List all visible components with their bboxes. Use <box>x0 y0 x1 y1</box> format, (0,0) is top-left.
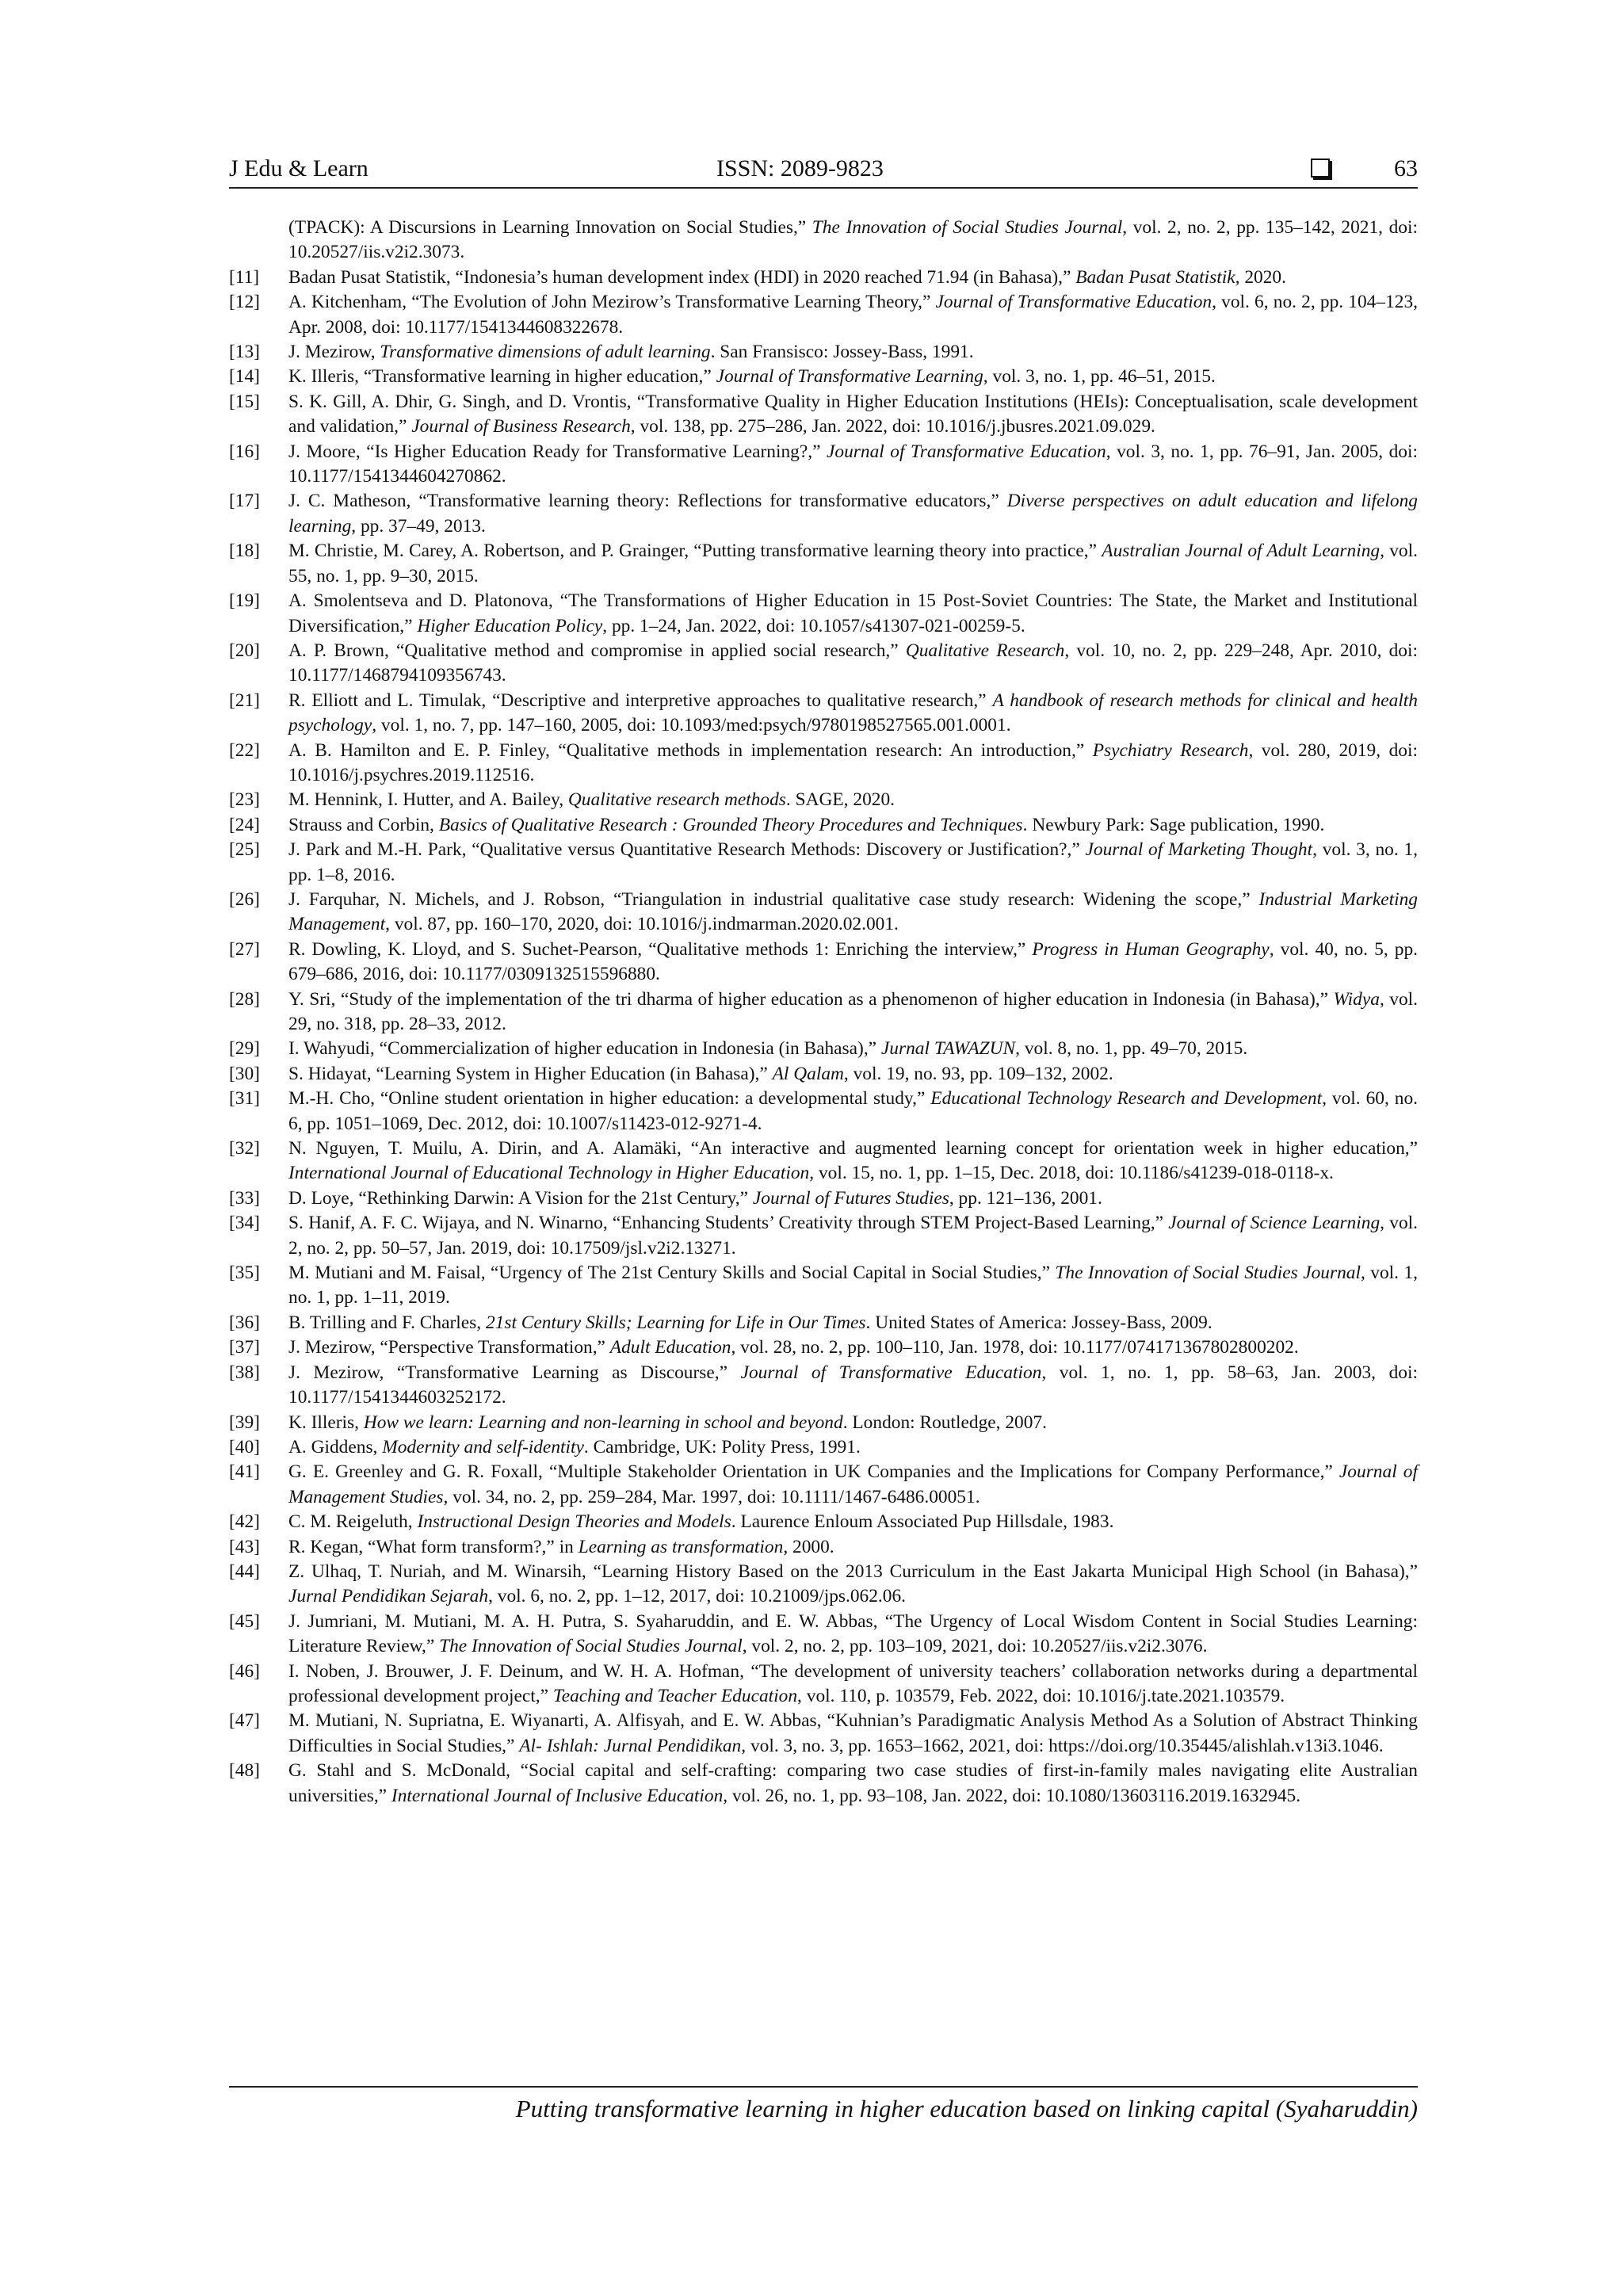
reference-number: [46] <box>229 1660 260 1682</box>
reference-source-title: The Innovation of Social Studies Journal <box>812 217 1123 238</box>
reference-item <box>229 938 1418 988</box>
reference-text <box>288 1759 1418 1809</box>
reference-source-title: The Innovation of Social Studies Journal <box>1055 1263 1361 1284</box>
reference-text <box>288 390 1418 440</box>
reference-text <box>288 266 1418 290</box>
reference-number: [35] <box>229 1263 260 1284</box>
reference-text-segment: S. Hidayat, “Learning System in Higher Education (in Bahasa),” <box>288 1063 773 1084</box>
reference-number: [19] <box>229 590 260 612</box>
reference-source-title: Al- Ishlah: Jurnal Pendidikan <box>519 1735 742 1756</box>
reference-number: [40] <box>229 1436 260 1457</box>
reference-text-segment: S. K. Gill, A. Dhir, G. Singh, and D. Vrontis, “Transformative Quality in Higher Education Institutions (HEIs): Conceptualisation, scale development and validation,” <box>288 391 1418 437</box>
reference-number: [29] <box>229 1038 260 1060</box>
reference-text-segment: , vol. 1, no. 7, pp. 147–160, 2005, doi: 10.1093/med:psych/9780198527565.001.0001. <box>372 715 1011 736</box>
reference-item <box>229 1211 1418 1261</box>
reference-text-segment: R. Kegan, “What form transform?,” in <box>288 1536 579 1557</box>
reference-text-segment: J. Mezirow, “Transformative Learning as Discourse,” <box>288 1362 741 1383</box>
reference-text-segment: Y. Sri, “Study of the implementation of the tri dharma of higher education as a phenomenon of higher education in Indonesia (in Bahasa),” <box>288 988 1334 1010</box>
reference-text-segment: . London: Routledge, 2007. <box>842 1412 1047 1433</box>
reference-text-segment: S. Hanif, A. F. C. Wijaya, and N. Winarno, “Enhancing Students’ Creativity through STEM Project-Based Learning,” <box>288 1213 1169 1234</box>
reference-source-title: Learning as transformation <box>578 1536 784 1557</box>
page-header <box>229 155 1418 189</box>
reference-text-segment: , pp. 121–136, 2001. <box>949 1187 1102 1209</box>
reference-item <box>229 266 1418 290</box>
reference-text-segment: , vol. 15, no. 1, pp. 1–15, Dec. 2018, doi: 10.1186/s41239-018-0118-x. <box>809 1163 1334 1184</box>
reference-text-segment: Z. Ulhaq, T. Nuriah, and M. Winarsih, “Learning History Based on the 2013 Curriculum in the East Jakarta Municipal High School (in Bahasa),” <box>288 1561 1418 1582</box>
reference-text-segment: , vol. 3, no. 1, pp. 76–91, Jan. 2005, doi: 10.1177/1541344604270862. <box>288 441 1418 487</box>
reference-item <box>229 1186 1418 1211</box>
reference-source-title: Jurnal TAWAZUN <box>880 1038 1016 1060</box>
reference-source-title: 21st Century Skills; Learning for Life in Our Times <box>485 1312 866 1333</box>
reference-text-segment: , vol. 2, no. 2, pp. 135–142, 2021, doi: 10.20527/iis.v2i2.3073. <box>288 217 1418 263</box>
reference-text <box>288 1311 1418 1335</box>
reference-text <box>288 838 1418 888</box>
reference-text-segment: J. Farquhar, N. Michels, and J. Robson, “Triangulation in industrial qualitative case study research: Widening the scope,” <box>288 888 1259 910</box>
reference-text <box>288 1261 1418 1311</box>
reference-text <box>288 290 1418 340</box>
reference-text <box>288 813 1418 838</box>
reference-item <box>229 788 1418 812</box>
reference-number: [33] <box>229 1187 260 1209</box>
reference-number: [31] <box>229 1088 260 1110</box>
issn: ISSN: 2089-9823 <box>716 155 884 181</box>
reference-text-segment: N. Nguyen, T. Muilu, A. Dirin, and A. Alamäki, “An interactive and augmented learning concept for orientation week in higher education,” <box>288 1138 1418 1159</box>
reference-text <box>288 1435 1418 1460</box>
reference-continuation <box>229 216 1418 266</box>
reference-item <box>229 1361 1418 1411</box>
reference-text-segment: A. B. Hamilton and E. P. Finley, “Qualitative methods in implementation research: An introduction,” <box>288 739 1093 761</box>
reference-text <box>288 1037 1418 1061</box>
reference-source-title: Journal of Management Studies <box>288 1461 1418 1507</box>
reference-item <box>229 489 1418 539</box>
reference-item <box>229 390 1418 440</box>
reference-number: [45] <box>229 1610 260 1632</box>
reference-item <box>229 739 1418 789</box>
reference-text <box>288 1510 1418 1534</box>
reference-text <box>288 440 1418 490</box>
reference-source-title: Journal of Transformative Education <box>827 441 1106 462</box>
reference-number: [28] <box>229 988 260 1010</box>
reference-text-segment: B. Trilling and F. Charles, <box>288 1312 486 1333</box>
reference-source-title: Progress in Human Geography <box>1032 938 1270 960</box>
reference-text-segment: , vol. 28, no. 2, pp. 100–110, Jan. 1978, doi: 10.1177/074171367802800202. <box>731 1337 1299 1358</box>
reference-text-segment: . Laurence Enloum Associated Pup Hillsdale, 1983. <box>731 1511 1114 1533</box>
reference-text-segment: , vol. 3, no. 1, pp. 46–51, 2015. <box>983 366 1216 388</box>
reference-text <box>288 788 1418 812</box>
reference-text-segment: J. Mezirow, <box>288 342 380 363</box>
reference-text-segment: , vol. 138, pp. 275–286, Jan. 2022, doi: 10.1016/j.jbusres.2021.09.029. <box>630 416 1155 437</box>
reference-text-segment: , vol. 1, no. 1, pp. 58–63, Jan. 2003, doi: 10.1177/1541344603252172. <box>288 1362 1418 1408</box>
reference-item <box>229 365 1418 389</box>
reference-item <box>229 988 1418 1037</box>
reference-source-title: Basics of Qualitative Research : Grounded Theory Procedures and Techniques <box>438 814 1023 835</box>
checkbox-square-icon <box>1311 159 1330 178</box>
reference-text-segment: , vol. 1, no. 1, pp. 1–11, 2019. <box>288 1263 1418 1308</box>
reference-text-segment: G. Stahl and S. McDonald, “Social capital and self-crafting: comparing two case studies of first-in-family males navigating elite Australian universities,” <box>288 1760 1418 1806</box>
reference-text-segment: , vol. 280, 2019, doi: 10.1016/j.psychres.2019.112516. <box>288 739 1418 785</box>
reference-text-segment: . San Fransisco: Jossey-Bass, 1991. <box>710 342 974 363</box>
reference-number: [21] <box>229 690 260 711</box>
reference-source-title: Higher Education Policy <box>417 615 603 636</box>
reference-text-segment: , 2000. <box>783 1536 834 1557</box>
reference-number: [16] <box>229 441 260 462</box>
reference-text-segment: , vol. 55, no. 1, pp. 9–30, 2015. <box>288 541 1418 586</box>
reference-text <box>288 1335 1418 1360</box>
reference-item <box>229 1535 1418 1560</box>
reference-source-title: How we learn: Learning and non-learning in school and beyond <box>363 1412 843 1433</box>
reference-text-segment: . Cambridge, UK: Polity Press, 1991. <box>583 1436 861 1457</box>
reference-text <box>288 1660 1418 1710</box>
reference-text-segment: (TPACK): A Discursions in Learning Innovation on Social Studies,” <box>288 217 812 238</box>
reference-text <box>288 340 1418 365</box>
reference-text-segment: , vol. 26, no. 1, pp. 93–108, Jan. 2022, doi: 10.1080/13603116.2019.1632945. <box>723 1785 1301 1806</box>
reference-text-segment: J. Jumriani, M. Mutiani, M. A. H. Putra, S. Syaharuddin, and E. W. Abbas, “The Urgency of Local Wisdom Content in Social Studies Learning: Literature Review,” <box>288 1610 1418 1657</box>
reference-source-title: Journal of Transformative Learning <box>716 366 983 388</box>
reference-text-segment: J. Park and M.-H. Park, “Qualitative versus Quantitative Research Methods: Discovery or Justification?,” <box>288 839 1086 861</box>
reference-text-segment: D. Loye, “Rethinking Darwin: A Vision for the 21st Century,” <box>288 1187 753 1209</box>
reference-source-title: Australian Journal of Adult Learning <box>1102 541 1381 562</box>
reference-text-segment: M. Hennink, I. Hutter, and A. Bailey, <box>288 789 568 811</box>
reference-number: [20] <box>229 640 260 661</box>
reference-source-title: Journal of Futures Studies <box>752 1187 949 1209</box>
reference-number: [14] <box>229 366 260 388</box>
reference-item <box>229 1037 1418 1061</box>
reference-text-segment: M.-H. Cho, “Online student orientation in higher education: a developmental study,” <box>288 1088 931 1110</box>
reference-source-title: Journal of Marketing Thought <box>1085 839 1313 861</box>
reference-text <box>288 489 1418 539</box>
reference-text <box>288 1137 1418 1186</box>
reference-number: [13] <box>229 342 260 363</box>
reference-item <box>229 1335 1418 1360</box>
reference-item <box>229 1087 1418 1137</box>
reference-text-segment: , vol. 60, no. 6, pp. 1051–1069, Dec. 2012, doi: 10.1007/s11423-012-9271-4. <box>288 1088 1419 1134</box>
reference-text-segment: , vol. 3, no. 3, pp. 1653–1662, 2021, doi: https://doi.org/10.35445/alishlah.v13i3.1046. <box>741 1735 1384 1756</box>
reference-source-title: Qualitative research methods <box>567 789 786 811</box>
reference-item <box>229 1610 1418 1660</box>
reference-number: [47] <box>229 1710 260 1732</box>
reference-source-title: Instructional Design Theories and Models <box>417 1511 731 1533</box>
reference-item <box>229 1709 1418 1759</box>
reference-text-segment: , vol. 19, no. 93, pp. 109–132, 2002. <box>843 1063 1113 1084</box>
reference-number: [32] <box>229 1138 260 1159</box>
reference-item <box>229 290 1418 340</box>
reference-text-segment: A. Giddens, <box>288 1436 383 1457</box>
reference-text-segment: , vol. 87, pp. 160–170, 2020, doi: 10.1016/j.indmarman.2020.02.001. <box>385 914 899 935</box>
reference-text-segment: , pp. 37–49, 2013. <box>351 515 486 537</box>
reference-source-title: Jurnal Pendidikan Sejarah <box>288 1586 489 1607</box>
reference-text <box>288 689 1418 739</box>
reference-text-segment: I. Wahyudi, “Commercialization of higher education in Indonesia (in Bahasa),” <box>288 1038 881 1060</box>
reference-text-segment: , vol. 29, no. 318, pp. 28–33, 2012. <box>288 988 1419 1034</box>
reference-number: [25] <box>229 839 260 861</box>
reference-text-segment: . United States of America: Jossey-Bass, 2009. <box>865 1312 1212 1333</box>
reference-text-segment: , vol. 40, no. 5, pp. 679–686, 2016, doi: 10.1177/0309132515596880. <box>288 938 1418 985</box>
reference-text-segment: G. E. Greenley and G. R. Foxall, “Multiple Stakeholder Orientation in UK Companies and the Implications for Company Performance,” <box>288 1461 1339 1483</box>
reference-source-title: Journal of Transformative Education <box>935 292 1212 313</box>
reference-text-segment: A. P. Brown, “Qualitative method and compromise in applied social research,” <box>288 640 906 661</box>
reference-text-segment: , pp. 1–24, Jan. 2022, doi: 10.1057/s41307-021-00259-5. <box>602 615 1025 636</box>
reference-text-segment: C. M. Reigeluth, <box>288 1511 418 1533</box>
reference-text-segment: A. Smolentseva and D. Platonova, “The Transformations of Higher Education in 15 Post-Soviet Countries: The State, the Market and Institutional Diversification,” <box>288 590 1418 636</box>
reference-text-segment: K. Illeris, <box>288 1412 364 1433</box>
reference-source-title: Qualitative Research <box>905 640 1065 661</box>
reference-number: [15] <box>229 391 260 412</box>
reference-text-segment: J. C. Matheson, “Transformative learning theory: Reflections for transformative educators,” <box>288 491 1007 512</box>
reference-number: [34] <box>229 1213 260 1234</box>
reference-source-title: Modernity and self-identity <box>382 1436 584 1457</box>
footer-rule <box>229 2086 1418 2088</box>
reference-text <box>288 365 1418 389</box>
reference-source-title: Psychiatry Research <box>1092 739 1249 761</box>
reference-number: [44] <box>229 1561 260 1582</box>
reference-source-title: Journal of Business Research <box>411 416 631 437</box>
reference-text <box>288 1062 1418 1087</box>
reference-text-segment: . SAGE, 2020. <box>785 789 896 811</box>
reference-text <box>288 739 1418 789</box>
reference-number: [36] <box>229 1312 260 1333</box>
reference-number: [39] <box>229 1412 260 1433</box>
reference-text <box>288 938 1418 988</box>
reference-item <box>229 539 1418 589</box>
reference-text-segment: J. Mezirow, “Perspective Transformation,” <box>288 1337 610 1358</box>
reference-number: [26] <box>229 888 260 910</box>
reference-source-title: Educational Technology Research and Development <box>930 1088 1323 1110</box>
reference-text <box>288 1186 1418 1211</box>
reference-text-segment: A. Kitchenham, “The Evolution of John Mezirow’s Transformative Learning Theory,” <box>288 292 936 313</box>
reference-text <box>288 589 1418 639</box>
reference-item <box>229 888 1418 938</box>
reference-item <box>229 639 1418 689</box>
reference-source-title: Diverse perspectives on adult education and lifelong learning <box>288 491 1418 537</box>
reference-source-title: Transformative dimensions of adult learning <box>380 342 711 363</box>
reference-list <box>229 216 1418 1809</box>
reference-item <box>229 1311 1418 1335</box>
reference-text-segment: Strauss and Corbin, <box>288 814 439 835</box>
reference-source-title: The Innovation of Social Studies Journal <box>439 1636 743 1657</box>
reference-text <box>288 1535 1418 1560</box>
reference-source-title: Industrial Marketing Management <box>288 888 1418 935</box>
reference-text <box>288 1709 1418 1759</box>
reference-text <box>288 1460 1418 1510</box>
reference-item <box>229 1261 1418 1311</box>
reference-source-title: International Journal of Educational Technology in Higher Education <box>288 1163 810 1184</box>
reference-number: [38] <box>229 1362 260 1383</box>
reference-source-title: Badan Pusat Statistik <box>1075 266 1235 288</box>
reference-text-segment: , vol. 2, no. 2, pp. 103–109, 2021, doi: 10.20527/iis.v2i2.3076. <box>742 1636 1208 1657</box>
reference-item <box>229 813 1418 838</box>
reference-item <box>229 1510 1418 1534</box>
reference-item <box>229 1759 1418 1809</box>
reference-text <box>288 539 1418 589</box>
reference-number: [43] <box>229 1536 260 1557</box>
reference-text-segment: R. Dowling, K. Lloyd, and S. Suchet-Pearson, “Qualitative methods 1: Enriching the interview,” <box>288 938 1033 960</box>
reference-text-segment: , vol. 10, no. 2, pp. 229–248, Apr. 2010, doi: 10.1177/1468794109356743. <box>288 640 1418 686</box>
reference-text <box>288 1560 1418 1610</box>
reference-item <box>229 1435 1418 1460</box>
reference-source-title: Journal of Science Learning <box>1168 1213 1381 1234</box>
reference-number: [42] <box>229 1511 260 1533</box>
reference-item <box>229 1660 1418 1710</box>
reference-text-segment: , vol. 110, p. 103579, Feb. 2022, doi: 10.1016/j.tate.2021.103579. <box>797 1685 1285 1706</box>
reference-item <box>229 1411 1418 1435</box>
reference-number: [23] <box>229 789 260 811</box>
reference-item <box>229 440 1418 490</box>
reference-number: [22] <box>229 739 260 761</box>
running-footer: Putting transformative learning in higher education based on linking capital (Syaharuddin) <box>515 2095 1418 2122</box>
reference-source-title: Widya <box>1333 988 1380 1010</box>
reference-number: [27] <box>229 938 260 960</box>
reference-number: [30] <box>229 1063 260 1084</box>
page-number: 63 <box>1394 155 1418 181</box>
reference-number: [48] <box>229 1760 260 1782</box>
reference-text <box>288 1361 1418 1411</box>
reference-text-segment: , vol. 6, no. 2, pp. 1–12, 2017, doi: 10.21009/jps.062.06. <box>488 1586 907 1607</box>
reference-item <box>229 1560 1418 1610</box>
reference-text-segment: , vol. 8, no. 1, pp. 49–70, 2015. <box>1015 1038 1248 1060</box>
reference-text-segment: K. Illeris, “Transformative learning in higher education,” <box>288 366 716 388</box>
reference-source-title: A handbook of research methods for clinical and health psychology <box>288 690 1419 736</box>
reference-item <box>229 689 1418 739</box>
reference-item <box>229 1460 1418 1510</box>
reference-text-segment: R. Elliott and L. Timulak, “Descriptive and interpretive approaches to qualitative research,” <box>288 690 993 711</box>
reference-source-title: Al Qalam <box>772 1063 844 1084</box>
reference-text-segment: , vol. 3, no. 1, pp. 1–8, 2016. <box>288 839 1418 885</box>
reference-text-segment: , vol. 6, no. 2, pp. 104–123, Apr. 2008, doi: 10.1177/1541344608322678. <box>288 292 1418 338</box>
reference-source-title: Journal of Transformative Education <box>740 1362 1042 1383</box>
reference-text-segment: . Newbury Park: Sage publication, 1990. <box>1022 814 1325 835</box>
reference-number: [24] <box>229 814 260 835</box>
reference-number: [37] <box>229 1337 260 1358</box>
reference-item <box>229 838 1418 888</box>
reference-text-segment: M. Christie, M. Carey, A. Robertson, and P. Grainger, “Putting transformative learning theory into practice,” <box>288 541 1102 562</box>
reference-item <box>229 340 1418 365</box>
reference-number: [18] <box>229 541 260 562</box>
reference-source-title: Adult Education <box>609 1337 731 1358</box>
reference-number: [17] <box>229 491 260 512</box>
reference-text-segment: Badan Pusat Statistik, “Indonesia’s human development index (HDI) in 2020 reached 71.94 (in Bahasa),” <box>288 266 1076 288</box>
reference-text-segment: M. Mutiani and M. Faisal, “Urgency of The 21st Century Skills and Social Capital in Social Studies,” <box>288 1263 1056 1284</box>
journal-name: J Edu & Learn <box>229 155 369 181</box>
reference-item <box>229 589 1418 639</box>
reference-text <box>288 1610 1418 1660</box>
reference-text-segment: , vol. 34, no. 2, pp. 259–284, Mar. 1997, doi: 10.1111/1467-6486.00051. <box>443 1486 980 1507</box>
reference-text <box>288 888 1418 938</box>
reference-source-title: International Journal of Inclusive Education <box>391 1785 724 1806</box>
reference-text-segment: , vol. 2, no. 2, pp. 50–57, Jan. 2019, doi: 10.17509/jsl.v2i2.13271. <box>288 1213 1418 1259</box>
reference-text-segment: , 2020. <box>1235 266 1286 288</box>
reference-number: [12] <box>229 292 260 313</box>
reference-source-title: Teaching and Teacher Education <box>552 1685 798 1706</box>
reference-number: [11] <box>229 266 260 288</box>
reference-text <box>288 639 1418 689</box>
reference-number: [41] <box>229 1461 260 1483</box>
reference-text <box>288 1087 1418 1137</box>
reference-item <box>229 1137 1418 1186</box>
reference-text-segment: M. Mutiani, N. Supriatna, E. Wiyanarti, A. Alfisyah, and E. W. Abbas, “Kuhnian’s Paradigmatic Analysis Method As a Solution of Abstract Thinking Difficulties in Social Studies,” <box>288 1710 1418 1756</box>
reference-text <box>288 1411 1418 1435</box>
reference-text-segment: J. Moore, “Is Higher Education Ready for Transformative Learning?,” <box>288 441 827 462</box>
reference-text <box>288 988 1418 1037</box>
reference-item <box>229 1062 1418 1087</box>
reference-text <box>288 1211 1418 1261</box>
reference-text-segment: I. Noben, J. Brouwer, J. F. Deinum, and W. H. A. Hofman, “The development of university teachers’ collaboration networks during a departmental professional development project,” <box>288 1660 1418 1706</box>
